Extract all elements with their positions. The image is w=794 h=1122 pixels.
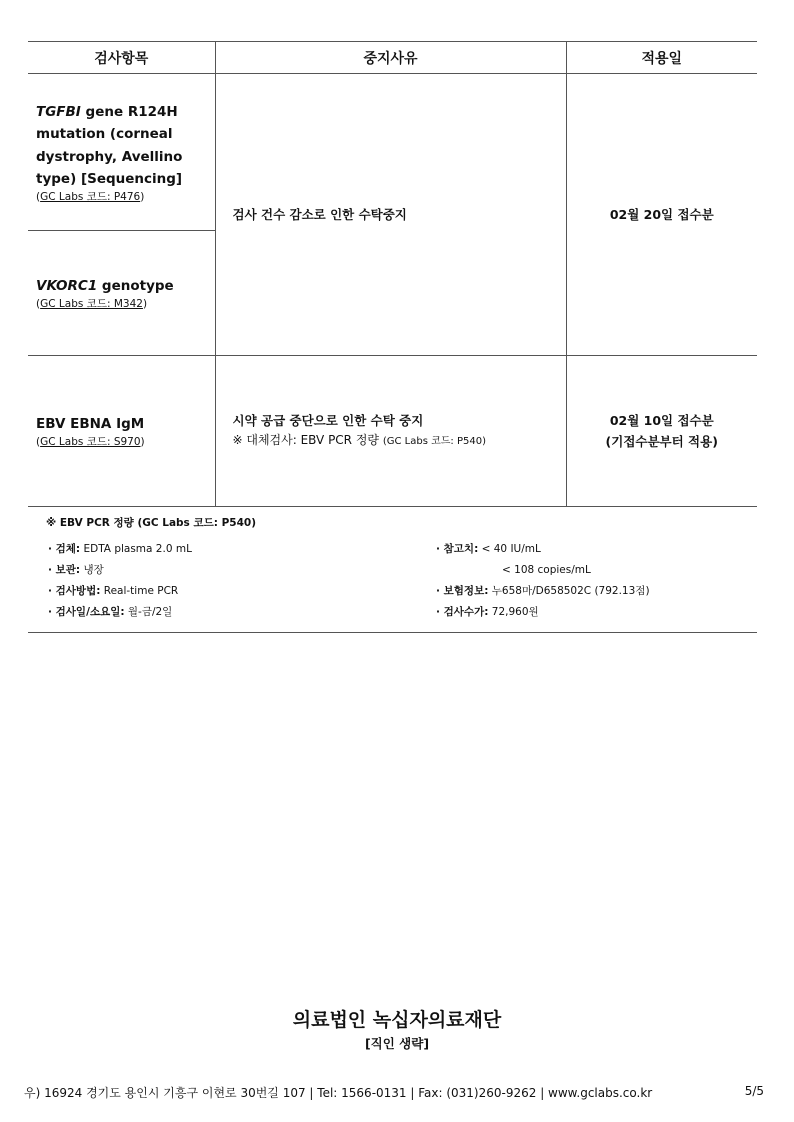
header-reason: 중지사유 <box>215 42 566 74</box>
effective-date-note: (기접수분부터 적용) <box>605 434 718 449</box>
info-row: · 보관: 냉장 <box>48 564 104 576</box>
test-item-name: EBV EBNA IgM <box>36 416 145 433</box>
ebv-pcr-info-box <box>28 506 757 633</box>
info-row: · 검체: EDTA plasma 2.0 mL <box>48 543 192 555</box>
test-item-name: VKORC1 genotype <box>36 278 174 295</box>
suspension-reason-cell <box>215 74 566 356</box>
page-number: 5/5 <box>744 1084 764 1098</box>
organization-name: 의료법인 녹십자의료재단 <box>292 1009 502 1031</box>
test-item-vkorc1 <box>28 231 215 356</box>
test-item-ebv <box>28 356 215 507</box>
header-effective-date: 적용일 <box>566 42 757 74</box>
test-code: (GC Labs 코드: P476) <box>36 190 145 203</box>
alternative-test: ※ 대체검사: EBV PCR 정량 (GC Labs 코드: P540) <box>232 433 486 447</box>
table-row <box>28 74 757 231</box>
info-row: · 참고치: < 40 IU/mL <box>436 543 541 555</box>
test-code: (GC Labs 코드: S970) <box>36 435 145 448</box>
footer-contact: 우) 16924 경기도 용인시 기흥구 이현로 30번길 107 | Tel: 1566-0131 | Fax: (031)260-9262 | www.gclabs.co.kr <box>24 1086 653 1100</box>
info-row: · 검사수가: 72,960원 <box>436 606 539 618</box>
suspension-reason-cell <box>215 356 566 507</box>
effective-date: 02월 20일 접수분 <box>609 207 714 222</box>
info-row: · 검사일/소요일: 월-금/2일 <box>48 606 173 618</box>
test-item-name: TGFBI gene R124H mutation (corneal dystrophy, Avellino type) [Sequencing] <box>36 103 183 187</box>
suspension-table <box>28 41 757 507</box>
effective-date-cell <box>566 356 757 507</box>
table-header-row <box>28 42 757 74</box>
header-test-item: 검사항목 <box>28 42 215 74</box>
suspension-reason: 검사 건수 감소로 인한 수탁중지 <box>232 206 407 222</box>
test-code: (GC Labs 코드: M342) <box>36 297 148 310</box>
info-row: · 검사방법: Real-time PCR <box>48 585 179 597</box>
seal-omitted-note: [직인 생략] <box>364 1036 430 1051</box>
test-item-tgfbi <box>28 74 215 231</box>
effective-date: 02월 10일 접수분 <box>609 413 714 428</box>
ebv-info-right <box>436 539 650 623</box>
info-row: · 보험정보: 누658마/D658502C (792.13점) <box>436 585 650 597</box>
gene-name: TGFBI <box>36 103 81 120</box>
effective-date-cell <box>566 74 757 356</box>
table-row <box>28 356 757 507</box>
suspension-reason: 시약 공급 중단으로 인한 수탁 중지 <box>232 413 424 428</box>
ebv-info-left <box>48 539 192 623</box>
info-row: < 108 copies/mL <box>502 564 591 576</box>
gene-name: VKORC1 <box>36 278 98 295</box>
ebv-info-title: ※ EBV PCR 정량 (GC Labs 코드: P540) <box>46 517 257 529</box>
